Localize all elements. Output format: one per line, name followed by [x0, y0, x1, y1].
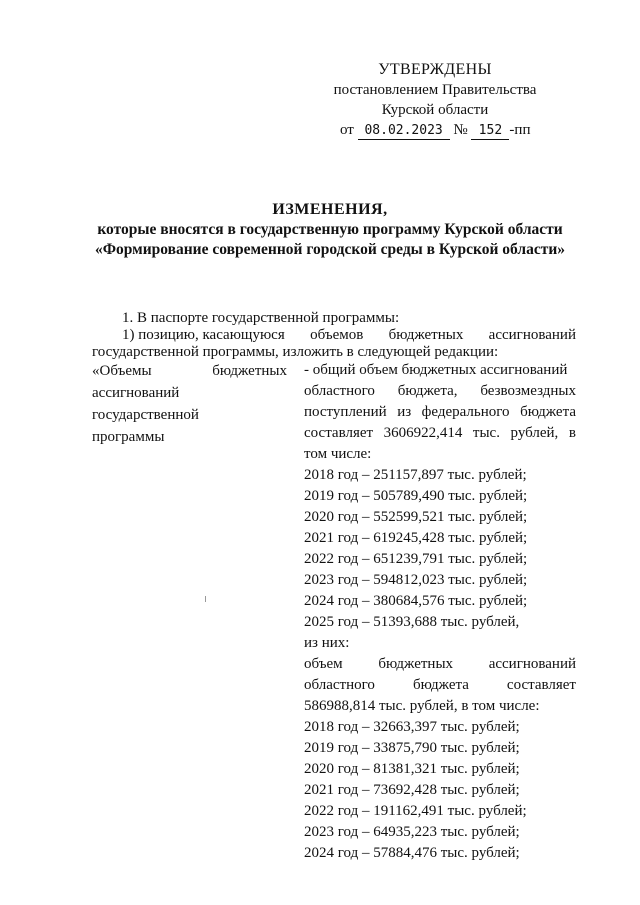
approval-block	[300, 60, 600, 138]
right-line-1: - общий объем бюджетных ассигнований	[304, 362, 568, 378]
word: «Объемы	[92, 363, 152, 379]
body-text	[92, 310, 576, 361]
year-regional-2022: 2022 год – 191162,491 тыс. рублей;	[304, 803, 527, 819]
year-regional-2019: 2019 год – 33875,790 тыс. рублей;	[304, 740, 520, 756]
word: поступлений	[304, 404, 387, 420]
number-label: №	[453, 122, 468, 138]
word: областного	[304, 677, 375, 693]
of-them-label: из них:	[304, 635, 350, 651]
right-line-4	[304, 423, 576, 444]
regional-line-3: 586988,814 тыс. рублей, в том числе:	[304, 698, 540, 714]
word: составляет	[506, 677, 576, 693]
year-regional-2020: 2020 год – 81381,321 тыс. рублей;	[304, 761, 520, 777]
number-suffix: -пп	[509, 122, 531, 138]
year-regional-2024: 2024 год – 57884,476 тыс. рублей;	[304, 845, 520, 861]
word: бюджетных	[378, 656, 454, 672]
left-line-2: ассигнований	[92, 385, 180, 401]
word: ассигнований	[488, 656, 576, 672]
word: безвозмездных	[480, 383, 576, 399]
from-label: от	[340, 122, 354, 138]
table-left-column	[92, 360, 287, 448]
right-line-2	[304, 381, 576, 402]
word: бюджетных	[212, 363, 287, 379]
year-total-2020: 2020 год – 552599,521 тыс. рублей;	[304, 509, 528, 525]
title-line-3: «Формирование современной городской среды в Курской области»	[94, 241, 566, 258]
year-total-2019: 2019 год – 505789,490 тыс. рублей;	[304, 488, 528, 504]
document-title	[60, 200, 600, 260]
word: ассигнований	[488, 327, 576, 343]
right-line-3	[304, 402, 576, 423]
word: рублей,	[510, 425, 559, 441]
title-line-2: которые вносятся в государственную программу Курской области	[97, 221, 563, 238]
left-line-3: государственной	[92, 407, 199, 423]
approval-line-1: постановлением Правительства	[333, 82, 537, 98]
approval-heading: УТВЕРЖДЕНЫ	[378, 61, 492, 78]
year-total-2023: 2023 год – 594812,023 тыс. рублей;	[304, 572, 528, 588]
left-line-4: программы	[92, 429, 165, 445]
word: федерального	[421, 404, 510, 420]
year-total-2024: 2024 год – 380684,576 тыс. рублей;	[304, 593, 528, 609]
word: областного	[304, 383, 375, 399]
title-line-1: ИЗМЕНЕНИЯ,	[272, 201, 388, 218]
word: в	[568, 425, 576, 441]
right-line-5: том числе:	[304, 446, 372, 462]
word: бюджета	[412, 677, 469, 693]
item-1-1-line	[92, 327, 576, 344]
item-1: 1. В паспорте государственной программы:	[122, 310, 400, 326]
word: объемов	[310, 327, 364, 343]
item-1-1-continuation: государственной программы, изложить в следующей редакции:	[92, 344, 499, 360]
regional-line-2	[304, 675, 576, 696]
approval-date-line	[340, 120, 610, 140]
table-right-column	[304, 360, 576, 864]
year-total-2022: 2022 год – 651239,791 тыс. рублей;	[304, 551, 528, 567]
word: 1) позицию, касающуюся	[122, 327, 285, 343]
left-line-1	[92, 360, 287, 382]
word: бюджетных	[388, 327, 464, 343]
approval-date: 08.02.2023	[358, 123, 450, 140]
word: тыс.	[472, 425, 500, 441]
year-regional-2023: 2023 год – 64935,223 тыс. рублей;	[304, 824, 520, 840]
word: бюджета,	[397, 383, 458, 399]
approval-number: 152	[471, 123, 509, 140]
year-total-2021: 2021 год – 619245,428 тыс. рублей;	[304, 530, 528, 546]
word: составляет	[304, 425, 374, 441]
word: из	[397, 404, 412, 420]
regional-line-1	[304, 654, 576, 675]
word: 3606922,414	[383, 425, 463, 441]
year-regional-2021: 2021 год – 73692,428 тыс. рублей;	[304, 782, 520, 798]
year-total-2025: 2025 год – 51393,688 тыс. рублей,	[304, 614, 520, 630]
word: объем	[304, 656, 343, 672]
year-total-2018: 2018 год – 251157,897 тыс. рублей;	[304, 467, 527, 483]
approval-line-2: Курской области	[381, 102, 489, 118]
scan-speck	[205, 596, 206, 602]
word: бюджета	[520, 404, 576, 420]
year-regional-2018: 2018 год – 32663,397 тыс. рублей;	[304, 719, 520, 735]
